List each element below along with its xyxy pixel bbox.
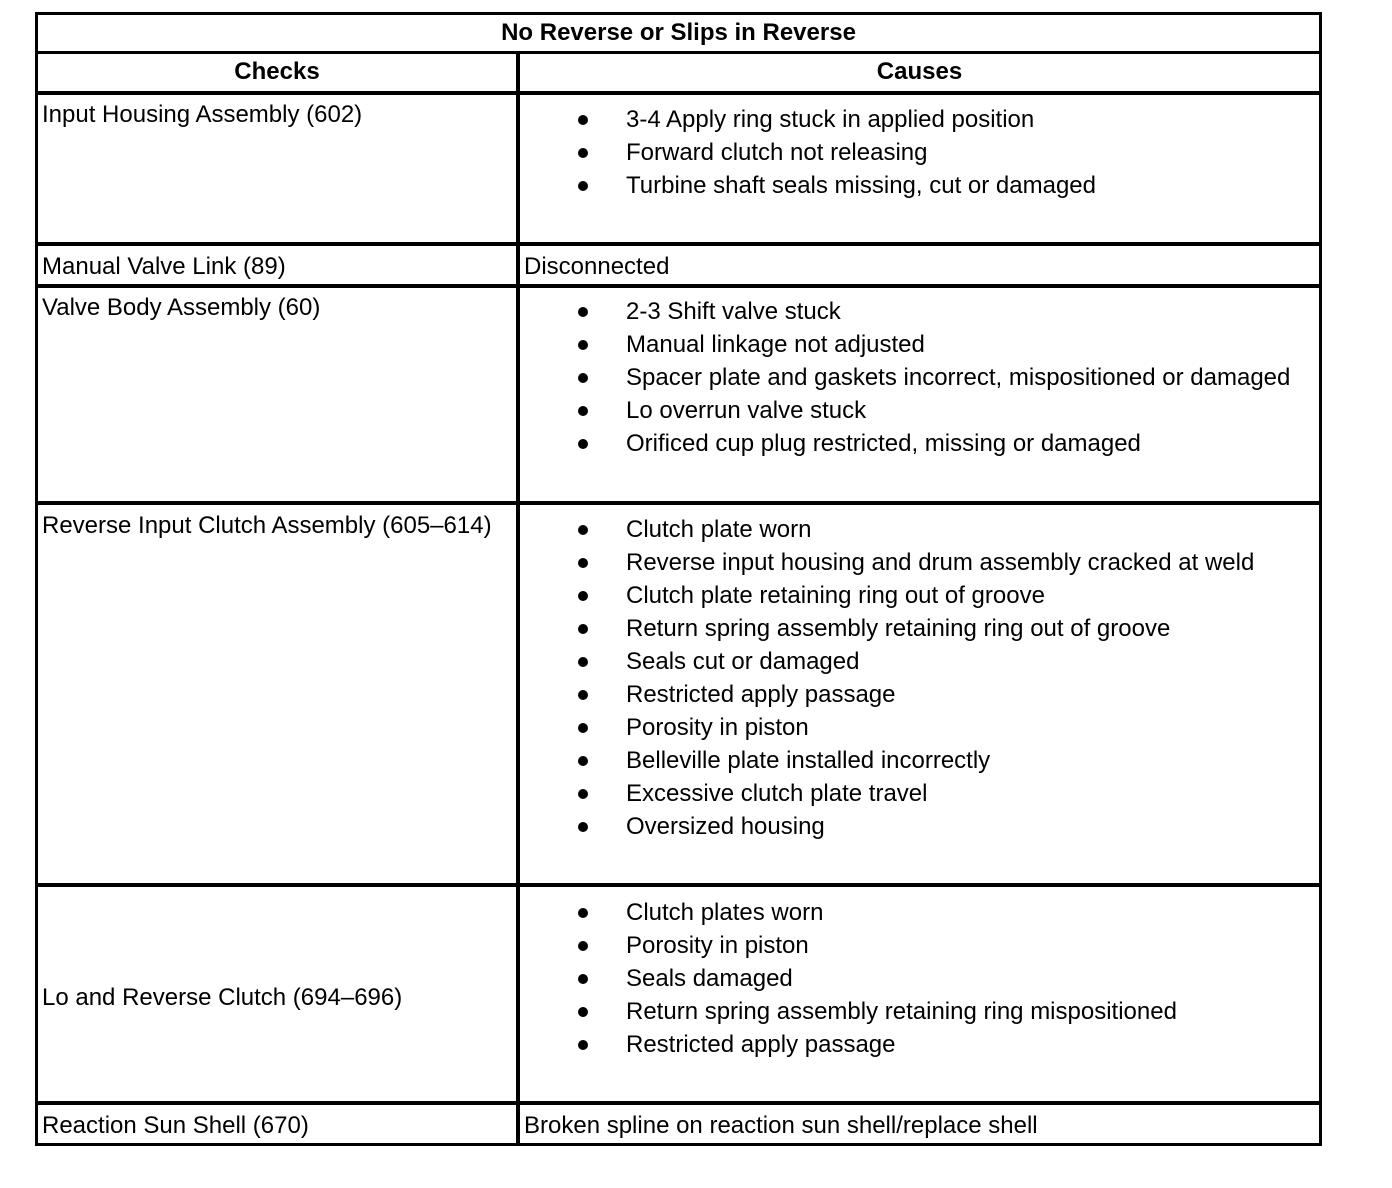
bullet-icon [578, 974, 588, 984]
list-item: Clutch plate worn [520, 513, 1254, 546]
bullet-icon [578, 723, 588, 733]
column-header-checks: Checks [234, 58, 320, 85]
causes-list [520, 295, 1290, 460]
list-item: Turbine shaft seals missing, cut or damaged [520, 169, 1096, 202]
list-item: Orificed cup plug restricted, missing or damaged [520, 427, 1290, 460]
bullet-icon [578, 115, 588, 125]
bullet-icon [578, 789, 588, 799]
bullet-icon [578, 657, 588, 667]
bullet-icon [578, 822, 588, 832]
bullet-icon [578, 406, 588, 416]
list-item: Clutch plate retaining ring out of groove [520, 579, 1254, 612]
list-item: Lo overrun valve stuck [520, 394, 1290, 427]
check-cell: Manual Valve Link (89) [42, 253, 286, 280]
bullet-icon [578, 690, 588, 700]
check-cell: Reverse Input Clutch Assembly (605–614) [42, 512, 492, 539]
list-item: Belleville plate installed incorrectly [520, 744, 1254, 777]
list-item: Oversized housing [520, 810, 1254, 843]
check-cell: Input Housing Assembly (602) [42, 101, 363, 128]
bullet-icon [578, 525, 588, 535]
row-divider [38, 242, 1319, 246]
row-divider [38, 91, 1319, 95]
bullet-icon [578, 1007, 588, 1017]
list-item: Spacer plate and gaskets incorrect, mispositioned or damaged [520, 361, 1290, 394]
cause-cell: Disconnected [524, 253, 670, 280]
bullet-icon [578, 908, 588, 918]
list-item: 3-4 Apply ring stuck in applied position [520, 103, 1096, 136]
check-cell: Lo and Reverse Clutch (694–696) [42, 984, 403, 1011]
troubleshooting-table [35, 12, 1322, 1146]
list-item: 2-3 Shift valve stuck [520, 295, 1290, 328]
row-divider [38, 1101, 1319, 1105]
check-cell: Reaction Sun Shell (670) [42, 1112, 309, 1139]
list-item: Reverse input housing and drum assembly cracked at weld [520, 546, 1254, 579]
list-item: Forward clutch not releasing [520, 136, 1096, 169]
causes-list [520, 103, 1096, 202]
row-divider [38, 501, 1319, 505]
bullet-icon [578, 340, 588, 350]
causes-list [520, 896, 1177, 1061]
table-title: No Reverse or Slips in Reverse [501, 19, 856, 46]
list-item: Excessive clutch plate travel [520, 777, 1254, 810]
list-item: Porosity in piston [520, 929, 1177, 962]
bullet-icon [578, 307, 588, 317]
list-item: Return spring assembly retaining ring out of groove [520, 612, 1254, 645]
bullet-icon [578, 439, 588, 449]
column-header-causes: Causes [876, 58, 963, 85]
bullet-icon [578, 373, 588, 383]
bullet-icon [578, 591, 588, 601]
row-divider [38, 284, 1319, 288]
list-item: Restricted apply passage [520, 1028, 1177, 1061]
causes-list [520, 513, 1254, 843]
bullet-icon [578, 558, 588, 568]
bullet-icon [578, 624, 588, 634]
bullet-icon [578, 148, 588, 158]
bullet-icon [578, 181, 588, 191]
row-divider [38, 883, 1319, 887]
bullet-icon [578, 941, 588, 951]
bullet-icon [578, 756, 588, 766]
list-item: Manual linkage not adjusted [520, 328, 1290, 361]
check-cell: Valve Body Assembly (60) [42, 294, 321, 321]
list-item: Return spring assembly retaining ring mispositioned [520, 995, 1177, 1028]
list-item: Porosity in piston [520, 711, 1254, 744]
bullet-icon [578, 1040, 588, 1050]
list-item: Clutch plates worn [520, 896, 1177, 929]
list-item: Restricted apply passage [520, 678, 1254, 711]
list-item: Seals damaged [520, 962, 1177, 995]
list-item: Seals cut or damaged [520, 645, 1254, 678]
cause-cell: Broken spline on reaction sun shell/replace shell [524, 1112, 1038, 1139]
